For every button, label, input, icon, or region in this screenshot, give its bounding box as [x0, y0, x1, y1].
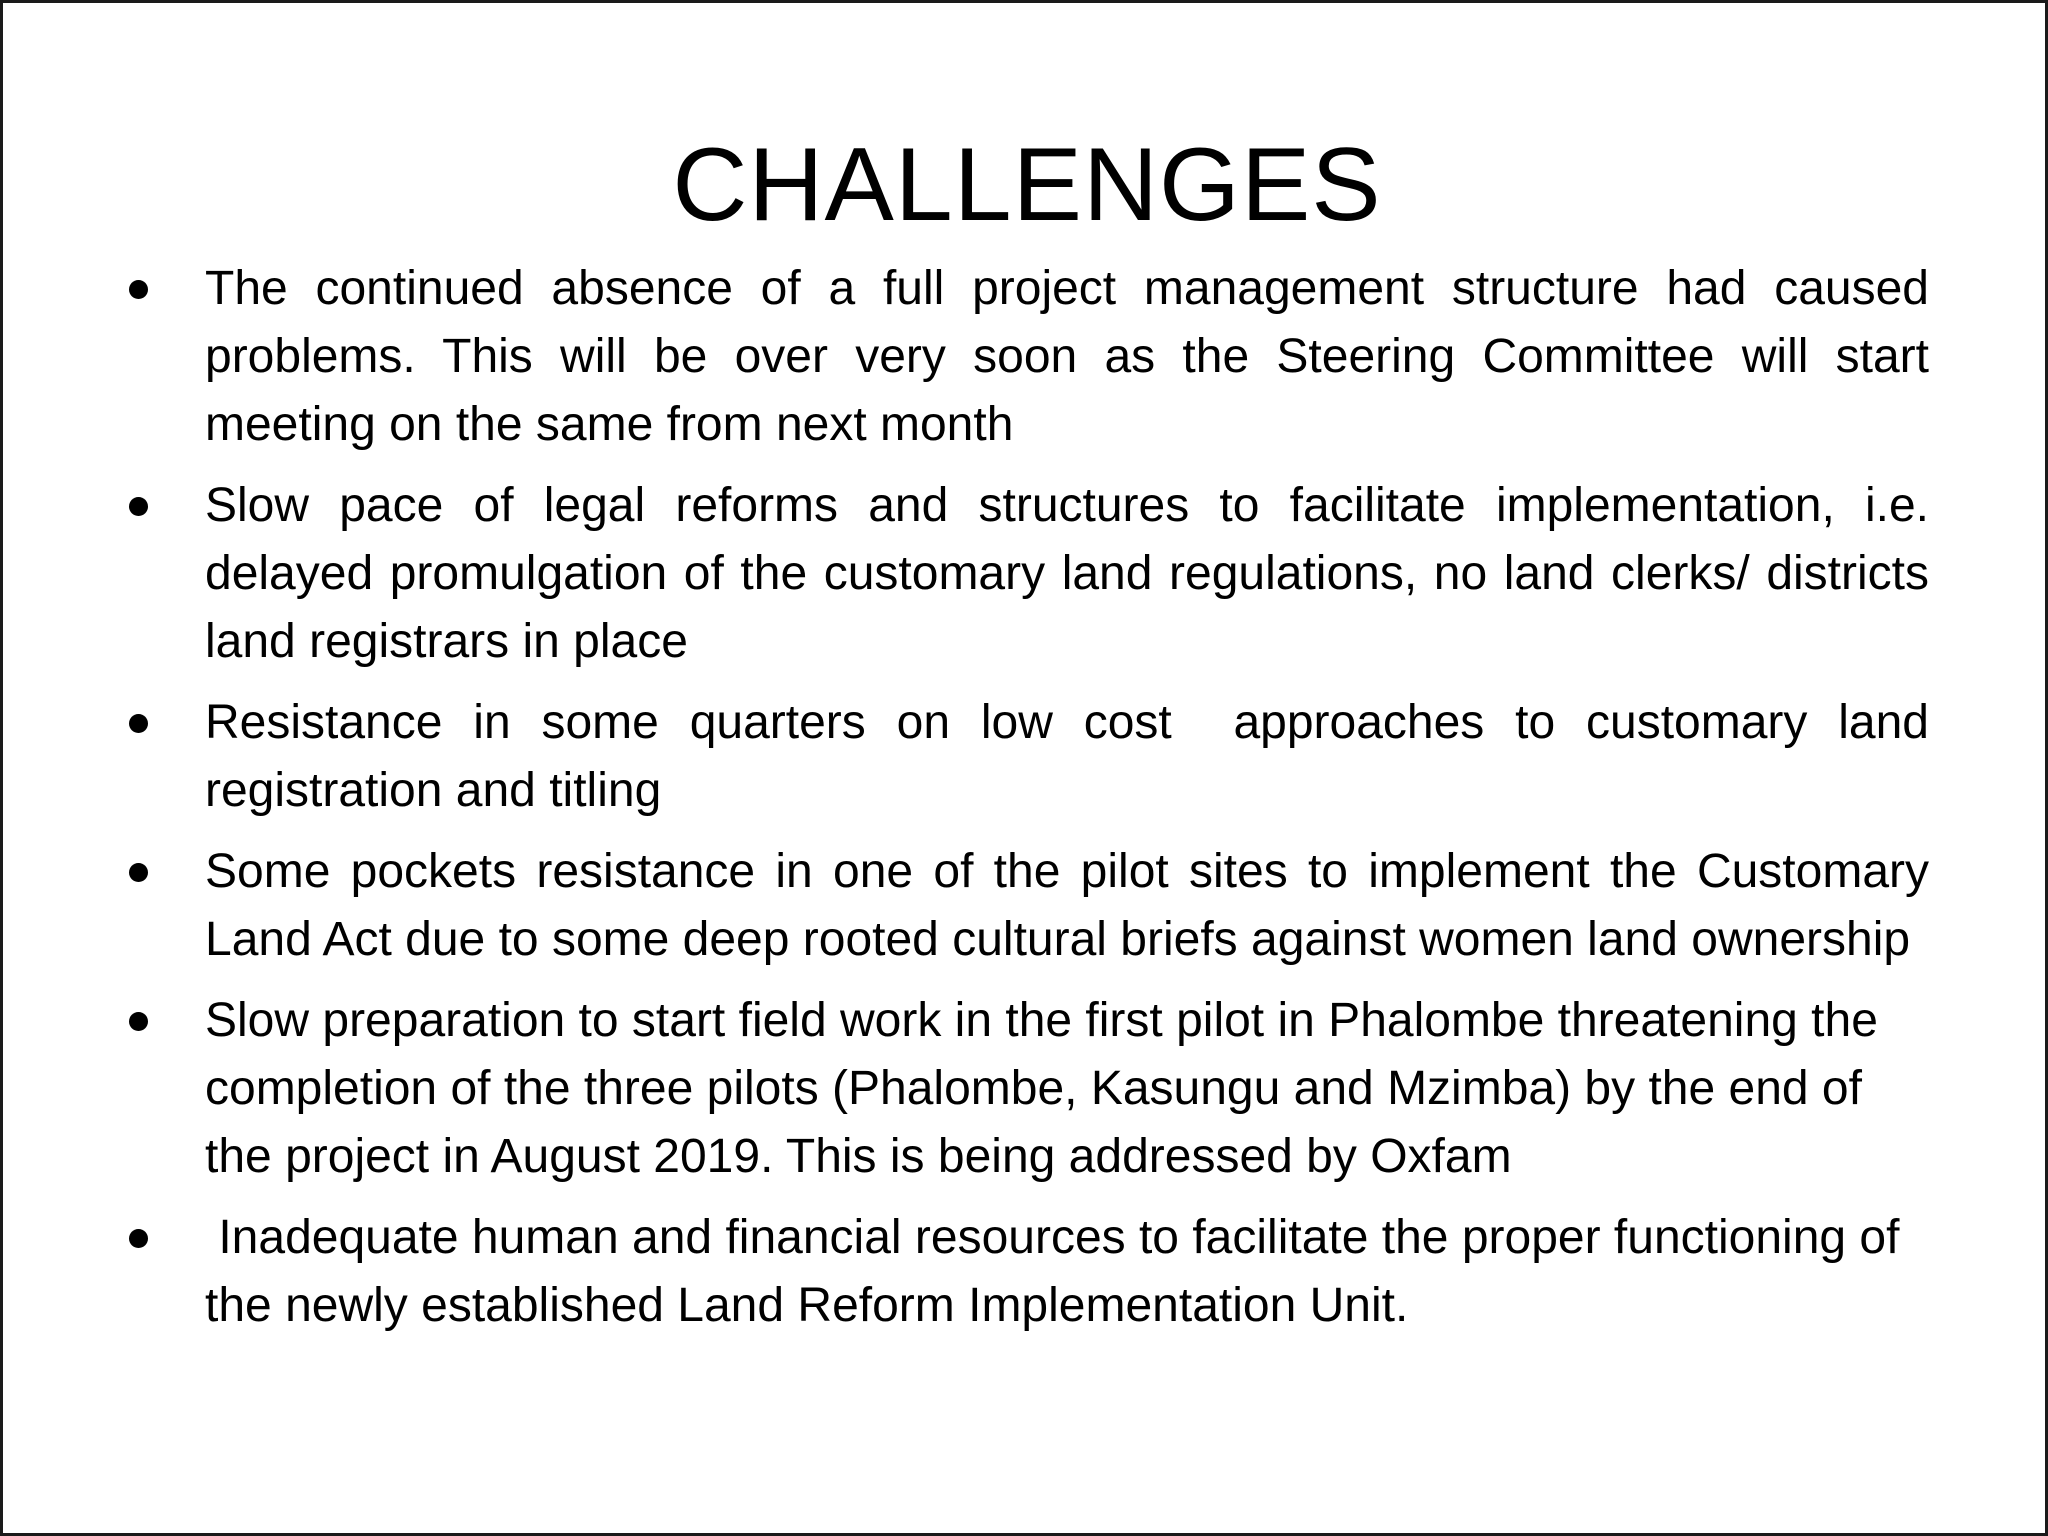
slide-title: CHALLENGES	[672, 127, 1382, 243]
bullet-text: Slow pace of legal reforms and structures to facilitate implementation, i.e. delayed promulgation of the customary land regulations, no land clerks/ districts land registrars in place	[205, 479, 1929, 668]
bullet-item	[121, 987, 1929, 1191]
bullet-point-icon	[129, 1229, 148, 1248]
bullet-text: Inadequate human and financial resources to facilitate the proper functioning of the newly established Land Reform Implementation Unit.	[205, 1211, 1913, 1332]
bullet-point-icon	[129, 1012, 148, 1031]
bullet-item	[121, 838, 1929, 974]
bullet-text: Slow preparation to start field work in the first pilot in Phalombe threatening the completion of the three pilots (Phalombe, Kasungu and Mzimba) by the end of the project in August 2019. This is being addressed by Oxfam	[205, 994, 1878, 1183]
bullet-text: Some pockets resistance in one of the pilot sites to implement the Customary Land Act due to some deep rooted cultural briefs against women land ownership	[205, 845, 1929, 966]
bullet-point-icon	[129, 497, 148, 516]
bullet-point-icon	[129, 863, 148, 882]
bullet-text: The continued absence of a full project management structure had caused problems. This will be over very soon as the Steering Committee will start meeting on the same from next month	[205, 262, 1929, 451]
bullet-text: Resistance in some quarters on low cost approaches to customary land registration and titling	[205, 696, 1943, 817]
bullet-item	[121, 689, 1943, 825]
bullet-list	[121, 255, 1943, 1353]
bullet-point-icon	[129, 714, 148, 733]
bullet-item	[121, 472, 1929, 676]
bullet-item	[121, 255, 1929, 459]
bullet-item	[121, 1204, 1929, 1340]
bullet-point-icon	[129, 280, 148, 299]
